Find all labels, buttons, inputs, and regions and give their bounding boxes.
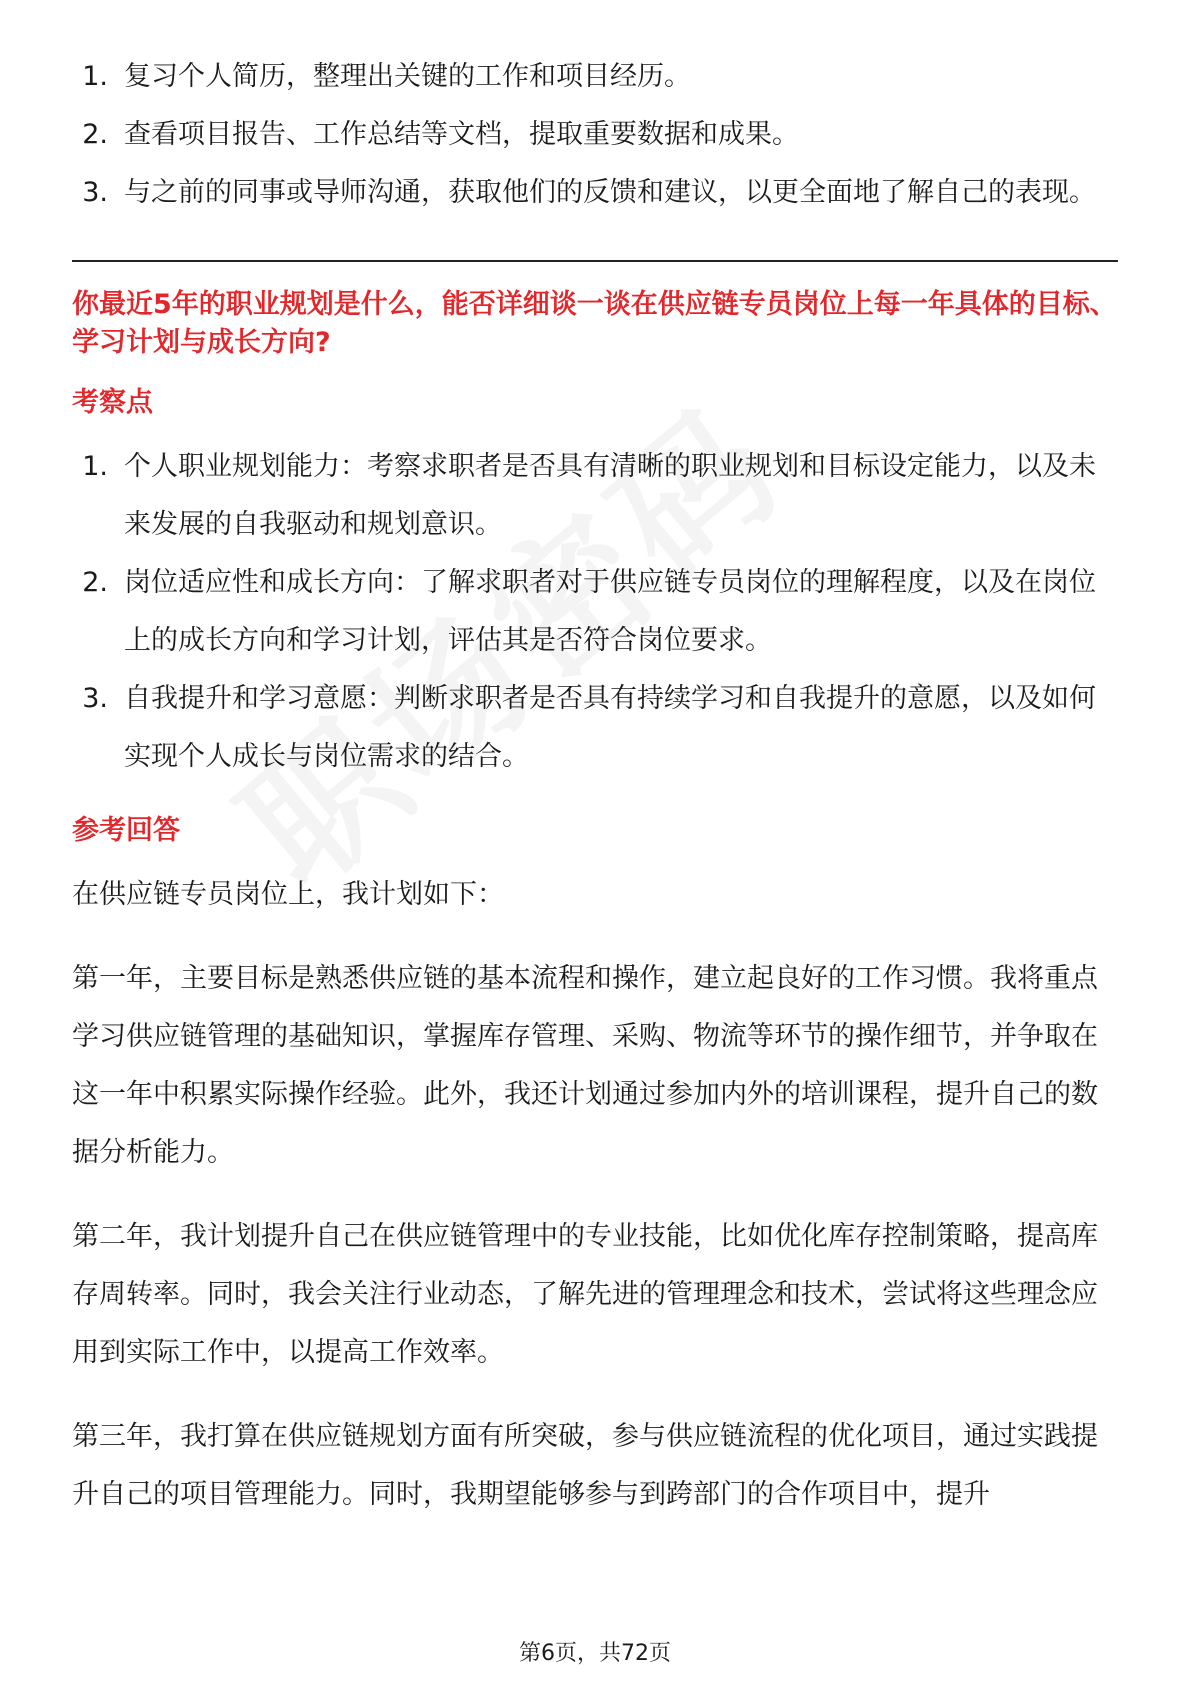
page-footer: 第6页，共72页: [519, 1641, 671, 1666]
top-list: [72, 48, 1118, 222]
list-number: 1.: [82, 451, 108, 482]
points-list: [72, 438, 1118, 786]
list-item: [72, 48, 1118, 106]
list-number: 2.: [82, 119, 108, 150]
list-text: 个人职业规划能力：考察求职者是否具有清晰的职业规划和目标设定能力，以及未来发展的自我驱动和规划意识。: [124, 451, 1096, 540]
answer-paragraph: 第三年，我打算在供应链规划方面有所突破，参与供应链流程的优化项目，通过实践提升自己的项目管理能力。同时，我期望能够参与到跨部门的合作项目中，提升: [72, 1421, 1098, 1510]
list-item: [72, 164, 1118, 222]
answer-paragraph: 第一年，主要目标是熟悉供应链的基本流程和操作，建立起良好的工作习惯。我将重点学习供应链管理的基础知识，掌握库存管理、采购、物流等环节的操作细节，并争取在这一年中积累实际操作经验。此外，我还计划通过参加内外的培训课程，提升自己的数据分析能力。: [72, 963, 1098, 1168]
list-text: 岗位适应性和成长方向：了解求职者对于供应链专员岗位的理解程度，以及在岗位上的成长方向和学习计划，评估其是否符合岗位要求。: [124, 567, 1096, 656]
section-divider: [72, 260, 1118, 262]
answer-paragraph: 在供应链专员岗位上，我计划如下：: [72, 879, 504, 910]
list-number: 2.: [82, 567, 108, 598]
list-item: [72, 670, 1118, 786]
list-text: 与之前的同事或导师沟通，获取他们的反馈和建议，以更全面地了解自己的表现。: [124, 177, 1096, 208]
points-heading: 考察点: [72, 387, 153, 418]
list-number: 3.: [82, 683, 108, 714]
list-item: [72, 554, 1118, 670]
document-page: [72, 48, 1118, 1524]
answer-heading: 参考回答: [72, 815, 180, 846]
answer-paragraph: 第二年，我计划提升自己在供应链管理中的专业技能，比如优化库存控制策略，提高库存周转率。同时，我会关注行业动态，了解先进的管理理念和技术，尝试将这些理念应用到实际工作中，以提高工作效率。: [72, 1221, 1098, 1368]
question-heading: 你最近5年的职业规划是什么，能否详细谈一谈在供应链专员岗位上每一年具体的目标、学习计划与成长方向?: [72, 289, 1117, 358]
list-number: 1.: [82, 61, 108, 92]
list-item: [72, 438, 1118, 554]
list-number: 3.: [82, 177, 108, 208]
list-item: [72, 106, 1118, 164]
list-text: 查看项目报告、工作总结等文档，提取重要数据和成果。: [124, 119, 799, 150]
list-text: 复习个人简历，整理出关键的工作和项目经历。: [124, 61, 691, 92]
list-text: 自我提升和学习意愿：判断求职者是否具有持续学习和自我提升的意愿，以及如何实现个人成长与岗位需求的结合。: [124, 683, 1096, 772]
